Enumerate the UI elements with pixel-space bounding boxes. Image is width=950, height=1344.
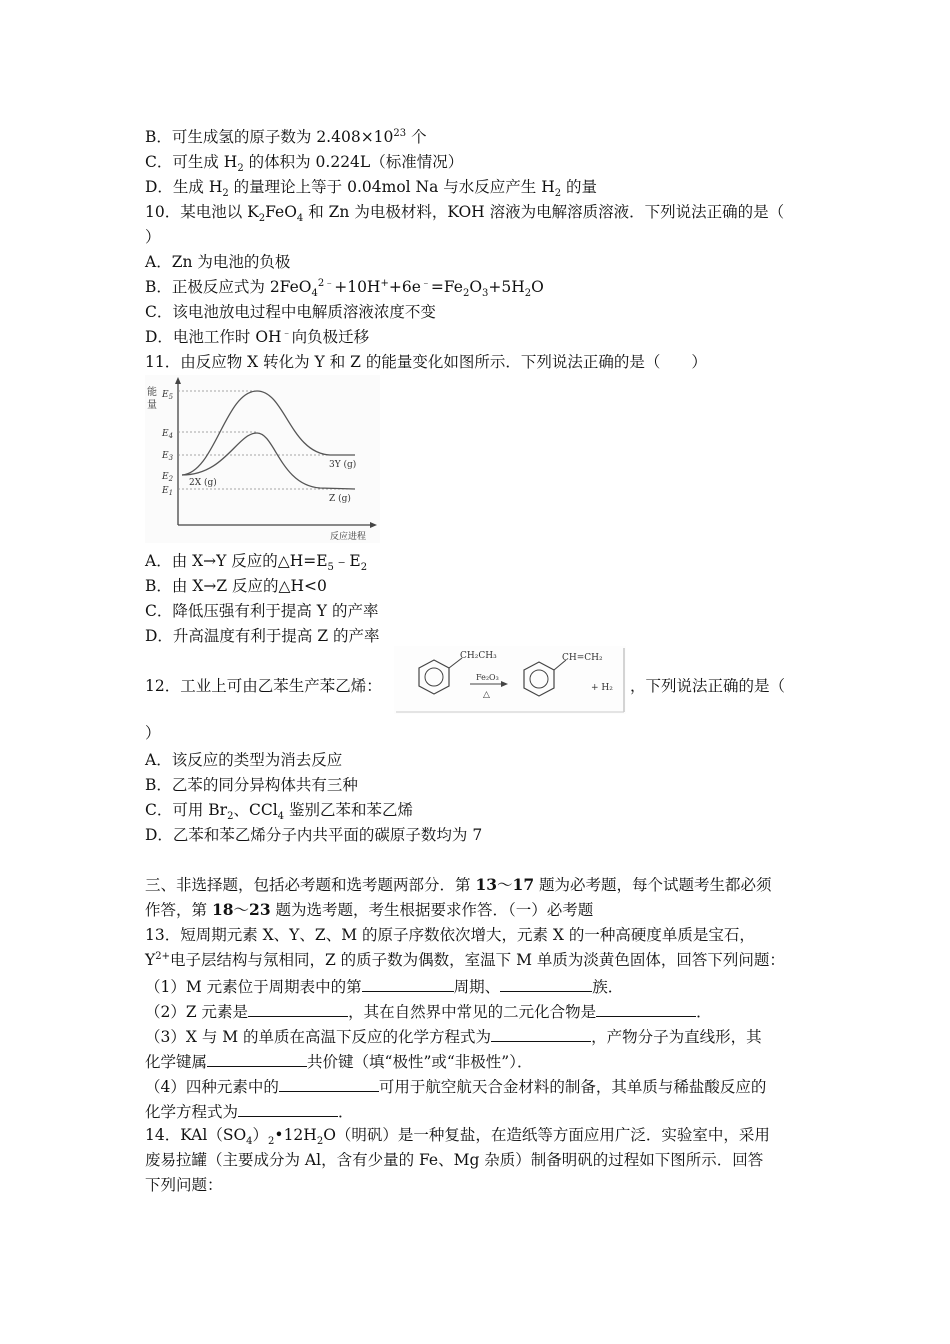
q14-l1-s1: 4 — [246, 1136, 253, 1148]
q10-option-c: C．该电池放电过程中电解质溶液浓度不变 — [145, 303, 436, 321]
q10-b-g: O — [531, 278, 544, 296]
q12-c-a: C．可用 Br — [145, 801, 228, 819]
s3-l2-b1: 18 — [211, 900, 234, 919]
q10-b-b: +10H — [334, 278, 381, 296]
s3-l1-c: 题为必考题，每个试题考生都必须 — [534, 876, 772, 894]
q13-p2-c: ． — [696, 1003, 712, 1021]
q13-part2 — [145, 1000, 712, 1022]
byproduct-label: + H₂ — [591, 683, 613, 693]
answer-blank[interactable] — [207, 1050, 307, 1067]
q12-c-s2: 4 — [277, 811, 285, 823]
section3-line2 — [145, 900, 593, 920]
q12-option-c — [145, 800, 413, 823]
s3-l1-b2: 17 — [512, 875, 535, 894]
q13-part4 — [145, 1075, 766, 1097]
q11-option-a — [145, 551, 368, 574]
q13-p2-a: （2）Z 元素是 — [145, 1003, 249, 1021]
q14-l1-c: •12H — [274, 1126, 317, 1144]
q13-p1-b: 周期、 — [453, 978, 501, 996]
q13-part3-line2 — [145, 1050, 532, 1072]
q9-c-end: 的体积为 0.224L（标准情况） — [243, 153, 464, 171]
q14-l1-a: 14．KAl（SO — [145, 1126, 247, 1144]
q12-c-b: 、CCl — [233, 801, 278, 819]
q9-c-sub: 2 — [237, 163, 244, 175]
q11-option-c: C．降低压强有利于提高 Y 的产率 — [145, 602, 379, 620]
q13-p3-c: 化学键属 — [145, 1053, 208, 1071]
s3-l2-b: ～ — [233, 901, 250, 919]
q10-d-a: D．电池工作时 OH — [145, 328, 282, 346]
q14-l1-d: O（明矾）是一种复盐，在造纸等方面应用广泛．实验室中，采用 — [323, 1126, 770, 1144]
condition-label: △ — [483, 690, 490, 700]
q13-p1-a: （1）M 元素位于周期表中的第 — [145, 978, 362, 996]
q10-d-p: ﹣ — [281, 327, 292, 339]
q11-a-s2: 2 — [360, 562, 368, 574]
q13-p3-d: 共价键（填“极性”或“非极性”）． — [307, 1053, 533, 1071]
level-e4: $E_4$ — [162, 429, 174, 440]
y-axis-label-1: 能 — [147, 387, 157, 398]
q10-b-p1: 2﹣ — [317, 277, 335, 289]
q12-option-a: A．该反应的类型为消去反应 — [145, 751, 343, 769]
energy-diagram — [145, 375, 380, 543]
q10-stem-close: ） — [145, 228, 161, 246]
q13-p2-b: ，其在自然界中常见的二元化合物是 — [348, 1003, 597, 1021]
q9-d-end: 的量 — [561, 178, 598, 196]
q14-stem — [145, 1125, 770, 1148]
q14-l1-s3: 2 — [316, 1136, 324, 1148]
q12-option-b: B．乙苯的同分异构体共有三种 — [145, 776, 358, 794]
q10-b-s1: 4 — [311, 288, 318, 300]
q10-b-s4: 2 — [524, 288, 532, 300]
q13-part1 — [145, 975, 623, 997]
q10-option-a: A．Zn 为电池的负极 — [145, 253, 291, 271]
q12-c-s1: 2 — [227, 811, 234, 823]
q10-option-b — [145, 277, 544, 300]
q13-p3-b: ，产物分子为直线形，其 — [591, 1028, 762, 1046]
q10-b-p2: + — [380, 277, 389, 289]
q13-p4-c: 化学方程式为 — [145, 1103, 239, 1121]
q14-l1-s2: 2 — [268, 1136, 275, 1148]
q13-p4-b: 可用于航空航天合金材料的制备，其单质与稀盐酸反应的 — [378, 1078, 767, 1096]
q11-a-b: ﹣E — [333, 552, 361, 570]
label-z: Z (g) — [329, 494, 351, 504]
ethyl-group-label: CH₂CH₃ — [460, 651, 497, 661]
q13-p4-a: （4）四种元素中的 — [145, 1078, 279, 1096]
q9-d-pre: D．生成 H — [145, 178, 223, 196]
q13-l2-a: Y — [145, 951, 156, 969]
q11-option-d: D．升高温度有利于提高 Z 的产率 — [145, 627, 380, 645]
q13-l2-p: 2+ — [155, 950, 170, 962]
q10-d-b: 向负极迁移 — [291, 328, 370, 346]
q11-a-s1: 5 — [327, 562, 334, 574]
q13-part4-line2 — [145, 1100, 354, 1122]
q11-a-a: A．由 X→Y 反应的△H=E — [145, 552, 328, 570]
q10-b-s3: 3 — [482, 288, 489, 300]
q9-option-c — [145, 152, 464, 175]
answer-blank[interactable] — [596, 1000, 696, 1017]
label-2x: 2X (g) — [189, 478, 217, 488]
q9-d-sub2: 2 — [554, 188, 562, 200]
label-3y: 3Y (g) — [329, 460, 357, 470]
q12-c-c: 鉴别乙苯和苯乙烯 — [284, 801, 413, 819]
q10-b-e: O — [469, 278, 483, 296]
q13-part3 — [145, 1025, 762, 1047]
q10-b-s2: 2 — [462, 288, 470, 300]
q10-b-d: =Fe — [430, 278, 463, 296]
q13-stem-line2 — [145, 950, 785, 970]
q10-b-a: B．正极反应式为 2FeO — [145, 278, 312, 296]
q9-b-text: B．可生成氢的原子数为 2.408×10 — [145, 128, 394, 146]
catalyst-label: Fe₂O₃ — [476, 673, 499, 682]
s3-l1-b1: 13 — [475, 875, 498, 894]
q9-c-pre: C．可生成 H — [145, 153, 238, 171]
q10-b-f: +5H — [488, 278, 525, 296]
answer-blank[interactable] — [500, 975, 592, 992]
q14-stem-line3: 下列问题： — [145, 1176, 223, 1194]
q10-b-c: +6e — [388, 278, 421, 296]
q13-p4-d: ． — [338, 1103, 354, 1121]
q10-stem-c: 和 Zn 为电极材料，KOH 溶液为电解溶质溶液．下列说法正确的是（ — [303, 203, 785, 221]
level-e2: $E_2$ — [162, 472, 174, 483]
answer-blank[interactable] — [279, 1075, 379, 1092]
section3-line1 — [145, 875, 772, 895]
s3-l1-a: 三、非选择题，包括必考题和选考题两部分．第 — [145, 876, 476, 894]
q9-b-end: 个 — [406, 128, 427, 146]
s3-l2-c: 题为选考题，考生根据要求作答．（一）必考题 — [270, 901, 594, 919]
y-axis-label-2: 量 — [147, 400, 157, 411]
q10-stem-s2: 4 — [296, 213, 304, 225]
q13-stem: 13．短周期元素 X、Y、Z、M 的原子序数依次增大，元素 X 的一种高硬度单质是宝石， — [145, 926, 755, 944]
q12-stem-close: ） — [145, 724, 161, 742]
level-e5: $E_5$ — [162, 390, 174, 401]
q10-stem-a: 10．某电池以 K — [145, 203, 259, 221]
q13-p3-a: （3）X 与 M 的单质在高温下反应的化学方程式为 — [145, 1028, 492, 1046]
answer-blank[interactable] — [248, 1000, 348, 1017]
reaction-scheme — [394, 646, 626, 714]
answer-blank[interactable] — [491, 1025, 591, 1042]
q12-stem: 12．工业上可由乙苯生产苯乙烯： — [145, 677, 382, 695]
q12-stem-end: ，下列说法正确的是（ — [630, 677, 786, 695]
level-e3: $E_3$ — [162, 451, 174, 462]
s3-l1-b: ～ — [497, 876, 513, 894]
answer-blank[interactable] — [362, 975, 454, 992]
s3-l2-b2: 23 — [249, 900, 271, 919]
q13-l2-b: 电子层结构与氖相同，Z 的质子数为偶数，室温下 M 单质为淡黄色固体，回答下列问题： — [169, 951, 785, 969]
level-e1: $E_1$ — [162, 486, 174, 497]
x-axis-label: 反应进程 — [330, 532, 367, 542]
q10-stem-b: FeO — [265, 203, 297, 221]
q10-stem — [145, 202, 785, 225]
q9-d-mid: 的量理论上等于 0.04mol Na 与水反应产生 H — [228, 178, 555, 196]
q14-stem-line2: 废易拉罐（主要成分为 Al，含有少量的 Fe、Mg 杂质）制备明矾的过程如下图所示．回答 — [145, 1151, 764, 1169]
energy-diagram-bg — [145, 375, 380, 543]
q10-option-d — [145, 327, 369, 347]
q9-option-d — [145, 177, 598, 200]
vinyl-group-label: CH=CH₂ — [562, 653, 603, 663]
q9-b-sup: 23 — [393, 127, 407, 139]
q14-l1-b: ） — [252, 1126, 269, 1144]
q10-stem-s1: 2 — [258, 213, 266, 225]
q10-b-p3: ﹣ — [420, 277, 431, 289]
q11-stem: 11．由反应物 X 转化为 Y 和 Z 的能量变化如图所示．下列说法正确的是（ ） — [145, 353, 707, 371]
s3-l2-a: 作答，第 — [145, 901, 212, 919]
q9-option-b — [145, 127, 427, 147]
q11-option-b: B．由 X→Z 反应的△H<0 — [145, 577, 327, 595]
q13-p1-c: 族． — [592, 978, 624, 996]
q9-d-sub: 2 — [222, 188, 229, 200]
answer-blank[interactable] — [238, 1100, 338, 1117]
q12-option-d: D．乙苯和苯乙烯分子内共平面的碳原子数均为 7 — [145, 826, 483, 844]
